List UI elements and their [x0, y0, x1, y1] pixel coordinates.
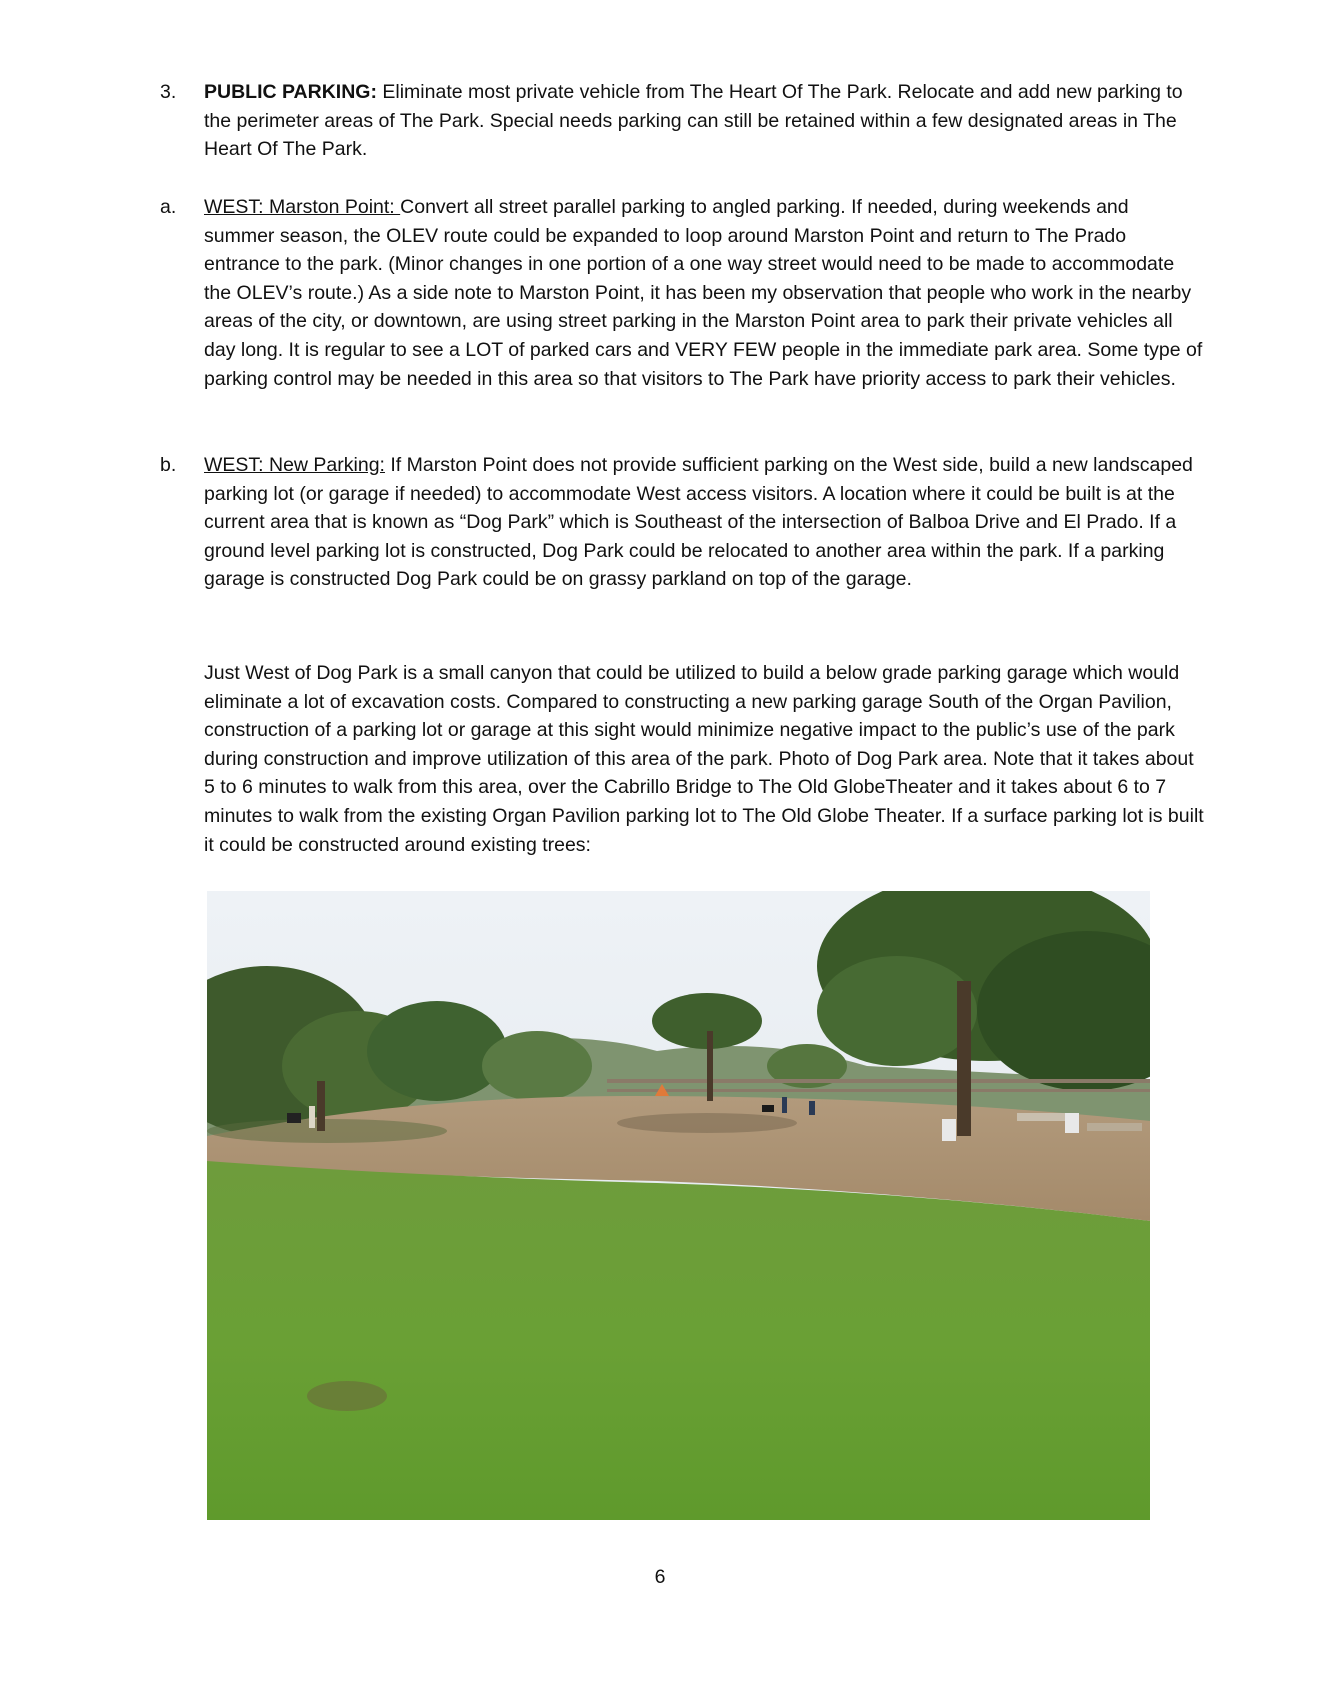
- dog-park-photo: [207, 891, 1150, 1520]
- page-number: 6: [654, 1566, 666, 1588]
- body-paragraph: Just West of Dog Park is a small canyon that could be utilized to build a below grade parking garage which would eliminate a lot of excavation costs. Compared to constructing a new parking garage South of the Organ Pavilion, construction of a parking lot or garage at this sight would minimize negative impact to the public’s use of the park during construction and improve utilization of this area of the park. Photo of Dog Park area. Note that it takes about 5 to 6 minutes to walk from this area, over the Cabrillo Bridge to The Old GlobeTheater and it takes about 6 to 7 minutes to walk from the existing Organ Pavilion parking lot to The Old Globe Theater. If a surface parking lot is built it could be constructed around existing trees:: [204, 662, 1204, 856]
- list-item-text: [204, 193, 1204, 393]
- list-marker: a.: [160, 196, 177, 218]
- item-body: Convert all street parallel parking to angled parking. If needed, during weekends and summer season, the OLEV route could be expanded to loop around Marston Point and return to The Prado entrance to the park. (Minor changes in one portion of a one way street would need to be made to accommodate the OLEV’s route.) As a side note to Marston Point, it has been my observation that people who work in the nearby areas of the city, or downtown, are using street parking in the Marston Point area to park their private vehicles all day long. It is regular to see a LOT of parked cars and VERY FEW people in the immediate park area. Some type of parking control may be needed in this area so that visitors to The Park have priority access to park their vehicles.: [204, 196, 1203, 390]
- list-item-text: [204, 451, 1204, 594]
- item-body: Eliminate most private vehicle from The Heart Of The Park. Relocate and add new parking to the perimeter areas of The Park. Special needs parking can still be retained within a few designated areas in The Heart Of The Park.: [204, 81, 1183, 161]
- item-body: If Marston Point does not provide sufficient parking on the West side, build a new landscaped parking lot (or garage if needed) to accommodate West access visitors. A location where it could be built is at the current area that is known as “Dog Park” which is Southeast of the intersection of Balboa Drive and El Prado. If a ground level parking lot is constructed, Dog Park could be relocated to another area within the park. If a parking garage is constructed Dog Park could be on grassy parkland on top of the garage.: [204, 454, 1193, 591]
- item-heading: WEST: Marston Point:: [204, 196, 401, 218]
- item-heading: WEST: New Parking:: [204, 454, 385, 476]
- list-marker: b.: [160, 454, 177, 476]
- dog-park-photo-image: [207, 891, 1150, 1520]
- list-item-text: [204, 78, 1204, 164]
- list-marker: 3.: [160, 81, 177, 103]
- item-heading: PUBLIC PARKING:: [204, 81, 377, 103]
